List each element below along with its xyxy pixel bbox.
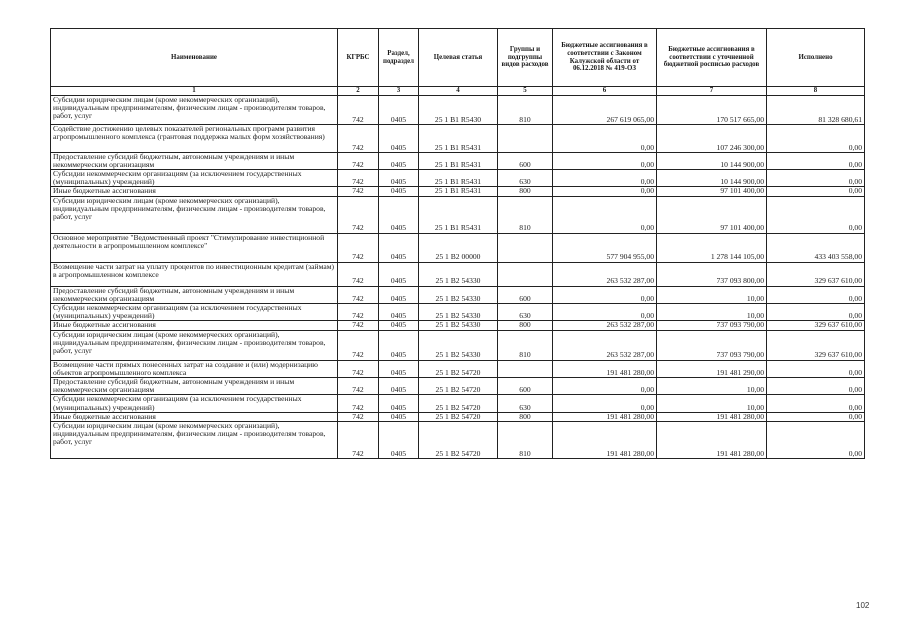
header-expense-group: Группы и подгруппы видов расходов [498, 29, 553, 87]
row-expense-group: 800 [498, 412, 553, 421]
row-executed: 0,00 [767, 377, 865, 394]
row-kgrbs: 742 [338, 233, 379, 262]
row-law-allocation: 0,00 [553, 377, 657, 394]
column-number: 8 [767, 87, 865, 96]
row-expense-group [498, 262, 553, 286]
row-expense-group: 810 [498, 196, 553, 233]
row-name: Иные бюджетные ассигнования [51, 187, 338, 196]
row-executed: 0,00 [767, 286, 865, 303]
page-number: 102 [856, 601, 870, 610]
row-target-article: 25 1 B2 54330 [419, 304, 498, 321]
row-law-allocation: 191 481 280,00 [553, 421, 657, 458]
row-kgrbs: 742 [338, 152, 379, 169]
row-name: Предоставление субсидий бюджетным, автономным учреждениям и иным некоммерческим организациям [51, 152, 338, 169]
table-row [51, 233, 865, 262]
row-target-article: 25 1 B2 54720 [419, 395, 498, 412]
row-target-article: 25 1 B1 R5431 [419, 152, 498, 169]
row-name: Субсидии юридическим лицам (кроме некоммерческих организаций), индивидуальным предпринимателям, физическим лицам - производителям товаров, работ, услуг [51, 330, 338, 360]
row-refined-allocation: 97 101 400,00 [657, 187, 767, 196]
row-expense-group: 810 [498, 330, 553, 360]
row-expense-group: 800 [498, 187, 553, 196]
table-row [51, 412, 865, 421]
row-kgrbs: 742 [338, 187, 379, 196]
row-executed: 433 403 558,00 [767, 233, 865, 262]
column-number: 2 [338, 87, 379, 96]
row-expense-group: 600 [498, 286, 553, 303]
row-expense-group: 810 [498, 95, 553, 124]
row-target-article: 25 1 B2 54330 [419, 262, 498, 286]
budget-sheet [50, 28, 864, 459]
header-name: Наименование [51, 29, 338, 87]
row-executed: 0,00 [767, 412, 865, 421]
column-number: 3 [379, 87, 419, 96]
column-number: 1 [51, 87, 338, 96]
row-executed: 81 328 680,61 [767, 95, 865, 124]
column-number: 6 [553, 87, 657, 96]
row-expense-group: 600 [498, 152, 553, 169]
row-kgrbs: 742 [338, 196, 379, 233]
row-kgrbs: 742 [338, 421, 379, 458]
table-row [51, 196, 865, 233]
row-section: 0405 [379, 286, 419, 303]
row-expense-group: 600 [498, 377, 553, 394]
row-law-allocation: 263 532 287,00 [553, 321, 657, 330]
row-expense-group: 800 [498, 321, 553, 330]
row-target-article: 25 1 B2 00000 [419, 233, 498, 262]
table-row [51, 170, 865, 187]
row-kgrbs: 742 [338, 95, 379, 124]
row-name: Предоставление субсидий бюджетным, автономным учреждениям и иным некоммерческим организациям [51, 286, 338, 303]
row-target-article: 25 1 B2 54330 [419, 321, 498, 330]
row-expense-group: 810 [498, 421, 553, 458]
row-refined-allocation: 191 481 280,00 [657, 412, 767, 421]
row-target-article: 25 1 B2 54330 [419, 330, 498, 360]
row-target-article: 25 1 B2 54720 [419, 360, 498, 377]
row-expense-group [498, 360, 553, 377]
row-kgrbs: 742 [338, 377, 379, 394]
row-refined-allocation: 10,00 [657, 304, 767, 321]
row-kgrbs: 742 [338, 262, 379, 286]
table-row [51, 152, 865, 169]
row-kgrbs: 742 [338, 170, 379, 187]
table-row [51, 421, 865, 458]
row-expense-group: 630 [498, 304, 553, 321]
row-section: 0405 [379, 187, 419, 196]
row-name: Субсидии юридическим лицам (кроме некоммерческих организаций), индивидуальным предпринимателям, физическим лицам - производителям товаров, работ, услуг [51, 196, 338, 233]
row-refined-allocation: 10,00 [657, 395, 767, 412]
row-section: 0405 [379, 421, 419, 458]
row-executed: 0,00 [767, 196, 865, 233]
row-name: Субсидии юридическим лицам (кроме некоммерческих организаций), индивидуальным предпринимателям, физическим лицам - производителям товаров, работ, услуг [51, 421, 338, 458]
row-executed: 0,00 [767, 395, 865, 412]
row-section: 0405 [379, 395, 419, 412]
column-number: 4 [419, 87, 498, 96]
row-refined-allocation: 10 144 900,00 [657, 152, 767, 169]
row-kgrbs: 742 [338, 321, 379, 330]
row-expense-group [498, 124, 553, 152]
row-expense-group [498, 233, 553, 262]
table-row [51, 304, 865, 321]
row-name: Иные бюджетные ассигнования [51, 321, 338, 330]
table-row [51, 95, 865, 124]
row-executed: 0,00 [767, 360, 865, 377]
row-target-article: 25 1 B2 54720 [419, 421, 498, 458]
header-kgrbs: КГРБС [338, 29, 379, 87]
row-refined-allocation: 107 246 300,00 [657, 124, 767, 152]
row-target-article: 25 1 B1 R5431 [419, 196, 498, 233]
row-refined-allocation: 191 481 290,00 [657, 360, 767, 377]
table-row [51, 286, 865, 303]
row-law-allocation: 0,00 [553, 124, 657, 152]
row-target-article: 25 1 B2 54720 [419, 412, 498, 421]
row-law-allocation: 0,00 [553, 395, 657, 412]
row-refined-allocation: 10 144 900,00 [657, 170, 767, 187]
header-target-article: Целевая статья [419, 29, 498, 87]
row-name: Субсидии некоммерческим организациям (за исключением государственных (муниципальных) учреждений) [51, 304, 338, 321]
row-law-allocation: 0,00 [553, 170, 657, 187]
row-section: 0405 [379, 360, 419, 377]
row-section: 0405 [379, 377, 419, 394]
row-name: Возмещение части затрат на уплату процентов по инвестиционным кредитам (займам) в агропромышленном комплексе [51, 262, 338, 286]
row-expense-group: 630 [498, 170, 553, 187]
row-section: 0405 [379, 321, 419, 330]
row-kgrbs: 742 [338, 360, 379, 377]
row-section: 0405 [379, 412, 419, 421]
row-executed: 329 637 610,00 [767, 262, 865, 286]
row-kgrbs: 742 [338, 304, 379, 321]
row-target-article: 25 1 B2 54720 [419, 377, 498, 394]
row-name: Предоставление субсидий бюджетным, автономным учреждениям и иным некоммерческим организациям [51, 377, 338, 394]
row-name: Субсидии некоммерческим организациям (за исключением государственных (муниципальных) учреждений) [51, 170, 338, 187]
row-section: 0405 [379, 304, 419, 321]
header-executed: Исполнено [767, 29, 865, 87]
row-law-allocation: 191 481 280,00 [553, 412, 657, 421]
row-refined-allocation: 97 101 400,00 [657, 196, 767, 233]
row-name: Субсидии юридическим лицам (кроме некоммерческих организаций), индивидуальным предпринимателям, физическим лицам - производителям товаров, работ, услуг [51, 95, 338, 124]
row-name: Субсидии некоммерческим организациям (за исключением государственных (муниципальных) учреждений) [51, 395, 338, 412]
row-law-allocation: 0,00 [553, 304, 657, 321]
row-law-allocation: 0,00 [553, 187, 657, 196]
header-law-allocations: Бюджетные ассигнования в соответствии с Законом Калужской области от 06.12.2018 № 419-ОЗ [553, 29, 657, 87]
row-target-article: 25 1 B2 54330 [419, 286, 498, 303]
row-section: 0405 [379, 233, 419, 262]
row-law-allocation: 263 532 287,00 [553, 262, 657, 286]
row-name: Иные бюджетные ассигнования [51, 412, 338, 421]
column-number: 5 [498, 87, 553, 96]
table-row [51, 360, 865, 377]
row-refined-allocation: 191 481 280,00 [657, 421, 767, 458]
table-row [51, 124, 865, 152]
row-kgrbs: 742 [338, 286, 379, 303]
row-executed: 0,00 [767, 187, 865, 196]
row-section: 0405 [379, 170, 419, 187]
table-row [51, 330, 865, 360]
row-refined-allocation: 737 093 800,00 [657, 262, 767, 286]
header-row [51, 29, 865, 87]
row-name: Возмещение части прямых понесенных затрат на создание и (или) модернизацию объектов агропромышленного комплекса [51, 360, 338, 377]
row-section: 0405 [379, 196, 419, 233]
row-executed: 329 637 610,00 [767, 330, 865, 360]
row-law-allocation: 577 904 955,00 [553, 233, 657, 262]
header-section: Раздел, подраздел [379, 29, 419, 87]
row-law-allocation: 0,00 [553, 286, 657, 303]
row-target-article: 25 1 B1 R5431 [419, 170, 498, 187]
row-executed: 0,00 [767, 124, 865, 152]
row-refined-allocation: 737 093 790,00 [657, 321, 767, 330]
row-law-allocation: 0,00 [553, 196, 657, 233]
row-target-article: 25 1 B1 R5431 [419, 187, 498, 196]
row-refined-allocation: 1 278 144 105,00 [657, 233, 767, 262]
row-refined-allocation: 170 517 665,00 [657, 95, 767, 124]
row-name: Основное мероприятие "Ведомственный проект "Стимулирование инвестиционной деятельности в агропромышленном комплексе" [51, 233, 338, 262]
table-row [51, 262, 865, 286]
row-law-allocation: 263 532 287,00 [553, 330, 657, 360]
row-refined-allocation: 10,00 [657, 377, 767, 394]
table-row [51, 377, 865, 394]
column-number-row [51, 87, 865, 96]
row-target-article: 25 1 B1 R5431 [419, 124, 498, 152]
row-law-allocation: 191 481 280,00 [553, 360, 657, 377]
table-body [51, 95, 865, 458]
row-section: 0405 [379, 330, 419, 360]
table-row [51, 395, 865, 412]
row-executed: 329 637 610,00 [767, 321, 865, 330]
row-law-allocation: 0,00 [553, 152, 657, 169]
row-refined-allocation: 737 093 790,00 [657, 330, 767, 360]
row-executed: 0,00 [767, 170, 865, 187]
row-kgrbs: 742 [338, 395, 379, 412]
row-kgrbs: 742 [338, 124, 379, 152]
row-expense-group: 630 [498, 395, 553, 412]
row-name: Содействие достижению целевых показателей региональных программ развития агропромышленного комплекса (грантовая поддержка малых форм хозяйствования) [51, 124, 338, 152]
row-refined-allocation: 10,00 [657, 286, 767, 303]
header-refined-allocations: Бюджетные ассигнования в соответствии с уточненной бюджетной росписью расходов [657, 29, 767, 87]
row-executed: 0,00 [767, 152, 865, 169]
row-section: 0405 [379, 95, 419, 124]
row-section: 0405 [379, 262, 419, 286]
row-section: 0405 [379, 152, 419, 169]
column-number: 7 [657, 87, 767, 96]
row-law-allocation: 267 619 065,00 [553, 95, 657, 124]
row-target-article: 25 1 B1 R5430 [419, 95, 498, 124]
budget-table [50, 28, 865, 459]
table-row [51, 321, 865, 330]
row-kgrbs: 742 [338, 412, 379, 421]
row-executed: 0,00 [767, 421, 865, 458]
table-row [51, 187, 865, 196]
table-header [51, 29, 865, 96]
row-executed: 0,00 [767, 304, 865, 321]
row-kgrbs: 742 [338, 330, 379, 360]
row-section: 0405 [379, 124, 419, 152]
